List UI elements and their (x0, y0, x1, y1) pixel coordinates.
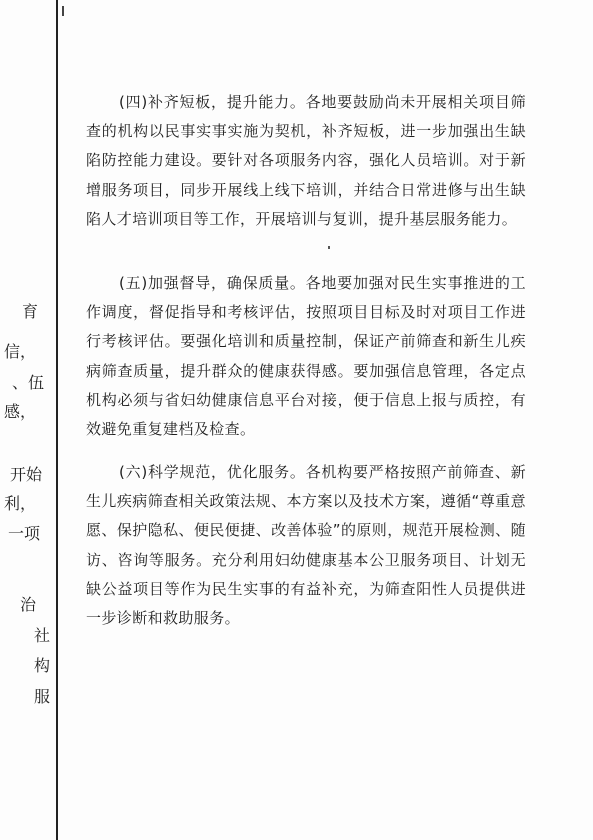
margin-fragment: 一项 (8, 524, 41, 543)
margin-fragment: 社 (34, 626, 51, 645)
margin-fragment: 服 (34, 687, 51, 706)
scan-speck (328, 246, 330, 249)
left-margin-fragments (0, 0, 56, 840)
page-edge-line (56, 0, 58, 840)
margin-fragment: 感， (4, 402, 37, 421)
margin-fragment: 信， (4, 342, 37, 361)
paragraph-standardize-services: (六)科学规范，优化服务。各机构要严格按照产前筛查、新生儿疾病筛查相关政策法规、本方案以及技术方案，遵循“尊重意愿、保护隐私、便民便捷、改善体验”的原则，规范开展检测、随访、咨询等服务。充分利用妇幼健康基本公卫服务项目、计划无缺公益项目等作为民生实事的有益补充，为筛查阳性人员提供进一步诊断和救助服务。 (86, 463, 526, 628)
margin-fragment: 治 (20, 595, 37, 614)
margin-fragment: 育 (22, 302, 39, 321)
margin-fragment: 利， (4, 494, 37, 513)
margin-fragment: 、伍 (12, 373, 45, 392)
margin-fragment: 开始 (10, 465, 43, 484)
margin-fragment: 构 (34, 656, 51, 675)
scan-mark (62, 6, 64, 16)
paragraph-fill-gaps: (四)补齐短板，提升能力。各地要鼓励尚未开展相关项目筛查的机构以民事实事实施为契机，补齐短板，进一步加强出生缺陷防控能力建设。要针对各项服务内容，强化人员培训。对于新增服务项目，同步开展线上线下培训，并结合日常进修与出生缺陷人才培训项目等工作，开展培训与复训，提升基层服务能力。 (86, 93, 526, 228)
paragraph-supervision: (五)加强督导，确保质量。各地要加强对民生实事推进的工作调度，督促指导和考核评估，按照项目目标及时对项目工作进行考核评估。要强化培训和质量控制，保证产前筛查和新生儿疾病筛查质量，提升群众的健康获得感。要加强信息管理，各定点机构必须与省妇幼健康信息平台对接，便于信息上报与质控，有效避免重复建档及检查。 (86, 274, 526, 439)
